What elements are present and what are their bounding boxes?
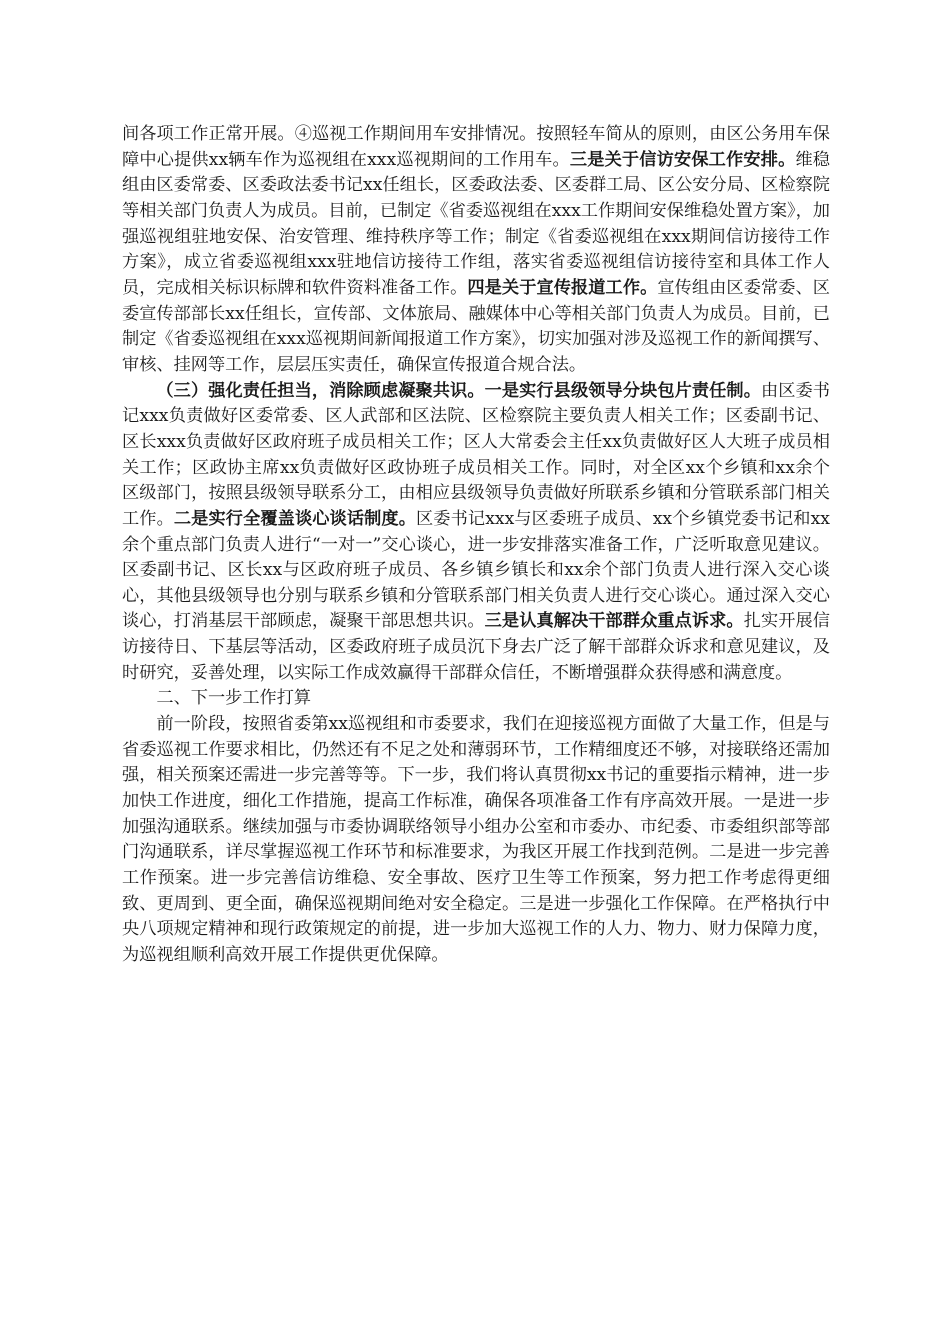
bold-lead-suqiu: 三是认真解决干部群众重点诉求。 — [484, 611, 744, 632]
document-body — [122, 122, 830, 969]
section-three-title: （三）强化责任担当，消除顾虑凝聚共识。一是实行县级领导分块包片责任制。 — [156, 380, 761, 401]
text-run: 维稳组由区委常委、区委政法委书记xx任组长，区委政法委、区委群工局、区公安分局、区检察院等相关部门负责人为成员。目前，已制定《省委巡视组在xxx工作期间安保维稳处置方案》，加强巡视组驻地安保、治安管理、维持秩序等工作；制定《省委巡视组在xxx期间信访接待工作方案》，成立省委巡视组xxx驻地信访接待工作组，落实省委巡视组信访接待室和具体工作人员，完成相关标识标牌和软件资料准备工作。 — [122, 149, 830, 298]
text-run: 间各项工作正常开展。④巡视工作期间用车安排情况。按照轻车简从的原则，由区公务用车保障中心提供xx辆车作为巡视组在xxx巡视期间的工作用车。 — [122, 124, 830, 170]
text-run: 扎实开展信访接待日、下基层等活动，区委政府班子成员沉下身去广泛了解干部群众诉求和意见建议，及时研究，妥善处理，以实际工作成效赢得干部群众信任，不断增强群众获得感和满意度。 — [122, 611, 830, 683]
bold-lead-xuanchuan: 四是关于宣传报道工作。 — [467, 277, 658, 298]
text-run: 宣传组由区委常委、区委宣传部部长xx任组长，宣传部、文体旅局、融媒体中心等相关部门负责人为成员。目前，已制定《省委巡视组在xxx巡视期间新闻报道工作方案》，切实加强对涉及巡视工作的新闻撰写、审核、挂网等工作，层层压实责任，确保宣传报道合规合法。 — [122, 277, 830, 375]
paragraph-next-steps: 前一阶段，按照省委第xx巡视组和市委要求，我们在迎接巡视方面做了大量工作，但是与省委巡视工作要求相比，仍然还有不足之处和薄弱环节，工作精细度还不够，对接联络还需加强，相关预案还需进一步完善等等。下一步，我们将认真贯彻xx书记的重要指示精神，进一步加快工作进度，细化工作措施，提高工作标准，确保各项准备工作有序高效开展。一是进一步加强沟通联系。继续加强与市委协调联络领导小组办公室和市委办、市纪委、市委组织部等部门沟通联系，详尽掌握巡视工作环节和标准要求，为我区开展工作找到范例。二是进一步完善工作预案。进一步完善信访维稳、安全事故、医疗卫生等工作预案，努力把工作考虑得更细致、更周到、更全面，确保巡视期间绝对安全稳定。三是进一步强化工作保障。在严格执行中央八项规定精神和现行政策规定的前提，进一步加大巡视工作的人力、物力、财力保障力度，为巡视组顺利高效开展工作提供更优保障。 — [122, 714, 830, 965]
paragraph-section-three — [122, 379, 830, 687]
section-heading: 二、下一步工作打算 — [156, 688, 312, 709]
bold-lead-xinfang: 三是关于信访安保工作安排。 — [569, 149, 796, 170]
bold-lead-tanxin: 二是实行全覆盖谈心谈话制度。 — [173, 508, 417, 529]
paragraph-continuation — [122, 122, 830, 379]
text-run: 区委书记xxx与区委班子成员、xx个乡镇党委书记和xx余个重点部门负责人进行“一对一”交心谈心，进一步安排落实准备工作，广泛听取意见建议。区委副书记、区长xx与区政府班子成员、各乡镇乡镇长和xx余个部门负责人进行深入交心谈心，其他县级领导也分别与联系乡镇和分管联系部门相关负责人进行交心谈心。通过深入交心谈心，打消基层干部顾虑，凝聚干部思想共识。 — [122, 508, 830, 632]
text-run: 由区委书记xxx负责做好区委常委、区人武部和区法院、区检察院主要负责人相关工作；区委副书记、区长xxx负责做好区政府班子成员相关工作；区人大常委会主任xx负责做好区人大班子成员相关工作；区政协主席xx负责做好区政协班子成员相关工作。同时，对全区xx个乡镇和xx余个区级部门，按照县级领导联系分工，由相应县级领导负责做好所联系乡镇和分管联系部门相关工作。 — [122, 380, 830, 529]
